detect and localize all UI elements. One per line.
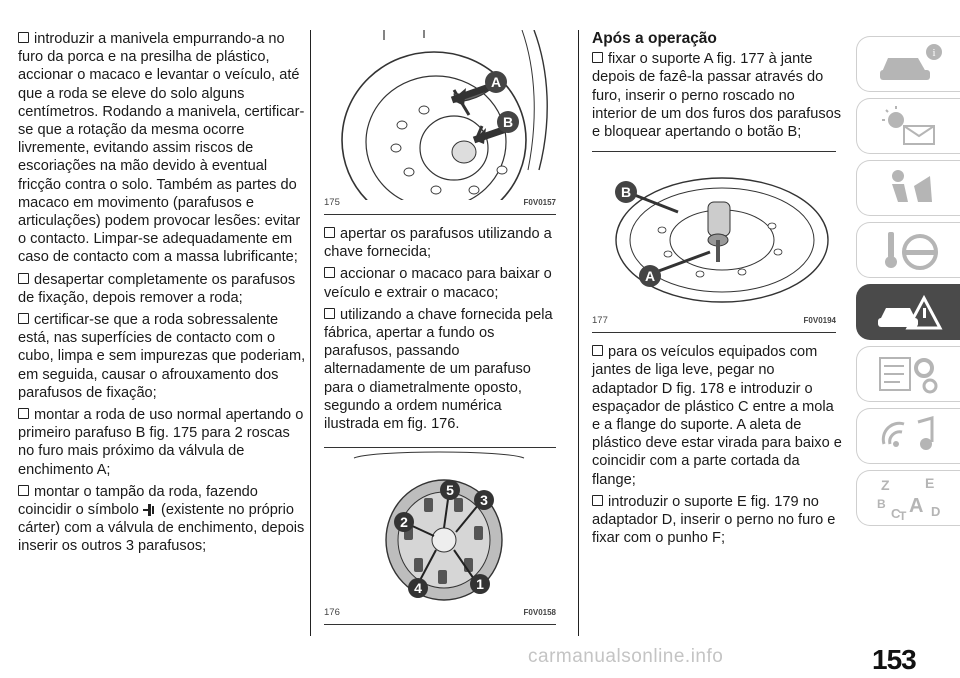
figure-label-a: A	[644, 268, 656, 285]
figure-code: F0V0194	[803, 316, 836, 326]
tab-maintenance[interactable]	[856, 346, 960, 402]
svg-text:Z: Z	[880, 477, 890, 493]
bullet-square-icon	[18, 313, 29, 324]
figure-caption	[324, 194, 556, 212]
spare-wheel-support-illustration	[592, 152, 836, 316]
svg-text:C: C	[890, 506, 900, 521]
figure-caption	[592, 312, 836, 330]
index-letters-icon	[869, 474, 949, 522]
figure-177	[592, 151, 836, 333]
svg-text:E: E	[924, 475, 934, 491]
tab-car-info[interactable]	[856, 36, 960, 92]
bolt-order-1: 1	[476, 576, 484, 593]
car-info-icon	[874, 42, 944, 86]
bolt-order-illustration	[324, 448, 556, 608]
bullet-square-icon	[592, 495, 603, 506]
bolt-order-5: 5	[446, 482, 454, 499]
tab-seat-airbag[interactable]	[856, 160, 960, 216]
text-column-1	[18, 30, 306, 560]
figure-label-b: B	[620, 184, 632, 201]
bullet-square-icon	[18, 32, 29, 43]
bullet-square-icon	[324, 267, 335, 278]
tab-multimedia[interactable]	[856, 408, 960, 464]
wheel-bolt-illustration	[324, 30, 556, 200]
figure-176	[324, 447, 556, 625]
bullet-square-icon	[18, 273, 29, 284]
watermark: carmanualsonline.info	[528, 646, 724, 667]
valve-symbol-icon	[143, 504, 157, 516]
section-heading: Após a operação	[592, 30, 717, 47]
bullet-square-icon	[324, 308, 335, 319]
svg-text:D: D	[930, 504, 940, 519]
svg-text:B: B	[876, 497, 886, 511]
paragraph: utilizando a chave fornecida pela fábrica, apertar a fundo os parafusos, passando alternadamente de um parafuso para o diametralmente oposto, segundo a ordem numérica ilustrada em fig. 176.	[324, 306, 553, 433]
bolt-order-2: 2	[400, 514, 408, 531]
key-steering-icon	[874, 228, 944, 272]
figure-number: 176	[324, 607, 340, 619]
car-emergency-icon	[874, 290, 944, 334]
paragraph: accionar o macaco para baixar o veículo e extrair o macaco;	[324, 266, 552, 301]
paragraph: para os veículos equipados com jantes de liga leve, pegar no adaptador D fig. 178 e introduzir o espaçador de plástico C entre a mola e a flange do suporte. A aleta de plástico deve estar virada para baixo e coincidir com a parte cortada da flange;	[592, 344, 842, 488]
paragraph: certificar-se que a roda sobressalente está, nas superfícies de contacto com o cubo, limpa e sem impurezas que poderiam, em seguida, causar o afrouxamento dos parafusos de fixação;	[18, 312, 306, 401]
paragraph: apertar os parafusos utilizando a chave fornecida;	[324, 226, 552, 261]
figure-code: F0V0158	[523, 608, 556, 618]
page-number: 153	[872, 644, 916, 675]
figure-number: 175	[324, 196, 340, 208]
figure-code: F0V0157	[523, 197, 556, 207]
figure-label-b: B	[502, 114, 514, 130]
paragraph: desapertar completamente os parafusos de fixação, depois remover a roda;	[18, 271, 296, 306]
paragraph: montar a roda de uso normal apertando o primeiro parafuso B fig. 175 para 2 roscas no furo mais próximo da válvula de enchimento A;	[18, 407, 304, 478]
paragraph: montar o tampão da roda, fazendo coincidir o símbolo (existente no próprio cárter) com a válvula de enchimento, depois inserir os outros 3 parafusos;	[18, 483, 305, 555]
bullet-square-icon	[592, 345, 603, 356]
maintenance-gears-icon	[874, 352, 944, 396]
column-divider	[578, 30, 579, 636]
column-divider	[310, 30, 311, 636]
text-column-3	[592, 30, 842, 551]
paragraph: introduzir o suporte E fig. 179 no adaptador D, inserir o perno no furo e fixar com o punho F;	[592, 493, 836, 547]
bullet-square-icon	[324, 227, 335, 238]
warning-lights-icon	[874, 104, 944, 148]
bolt-order-4: 4	[414, 580, 422, 597]
paragraph: fixar o suporte A fig. 177 à jante depois de fazê-la passar através do furo, inserir o perno roscado no interior de um dos furos dos parafusos e bloquear apertando o botão B;	[592, 51, 842, 141]
text-column-2	[324, 30, 556, 625]
svg-text:T: T	[898, 509, 906, 522]
chapter-tabs	[856, 36, 960, 532]
tab-index[interactable]	[856, 470, 960, 526]
figure-175	[324, 30, 556, 215]
bullet-square-icon	[592, 52, 603, 63]
figure-number: 177	[592, 315, 608, 327]
tab-emergency[interactable]	[856, 284, 960, 340]
multimedia-icon	[874, 414, 944, 458]
figure-label-a: A	[490, 74, 502, 90]
tab-key-steering[interactable]	[856, 222, 960, 278]
bolt-order-3: 3	[480, 492, 488, 509]
paragraph: introduzir a manivela empurrando-a no furo da porca e na presilha de plástico, accionar o macaco e levantar o veículo, até que a roda se eleve do solo alguns centímetros. Rodando a manivela, certificar-se que a rotação da mesma ocorre livremente, evitando assim riscos de escoriações na mão devido à eventual fricção contra o solo. Também as partes do macaco em movimento (parafusos e articulações) podem provocar lesões: evitar o contacto. Limpar-se adequadamente em caso de contacto com a massa lubrificante;	[18, 31, 305, 266]
figure-caption	[324, 604, 556, 622]
svg-text:A: A	[908, 495, 923, 517]
bullet-square-icon	[18, 408, 29, 419]
svg-text:i: i	[931, 47, 936, 59]
seat-airbag-icon	[874, 166, 944, 210]
tab-warning-lights[interactable]	[856, 98, 960, 154]
bullet-square-icon	[18, 485, 29, 496]
